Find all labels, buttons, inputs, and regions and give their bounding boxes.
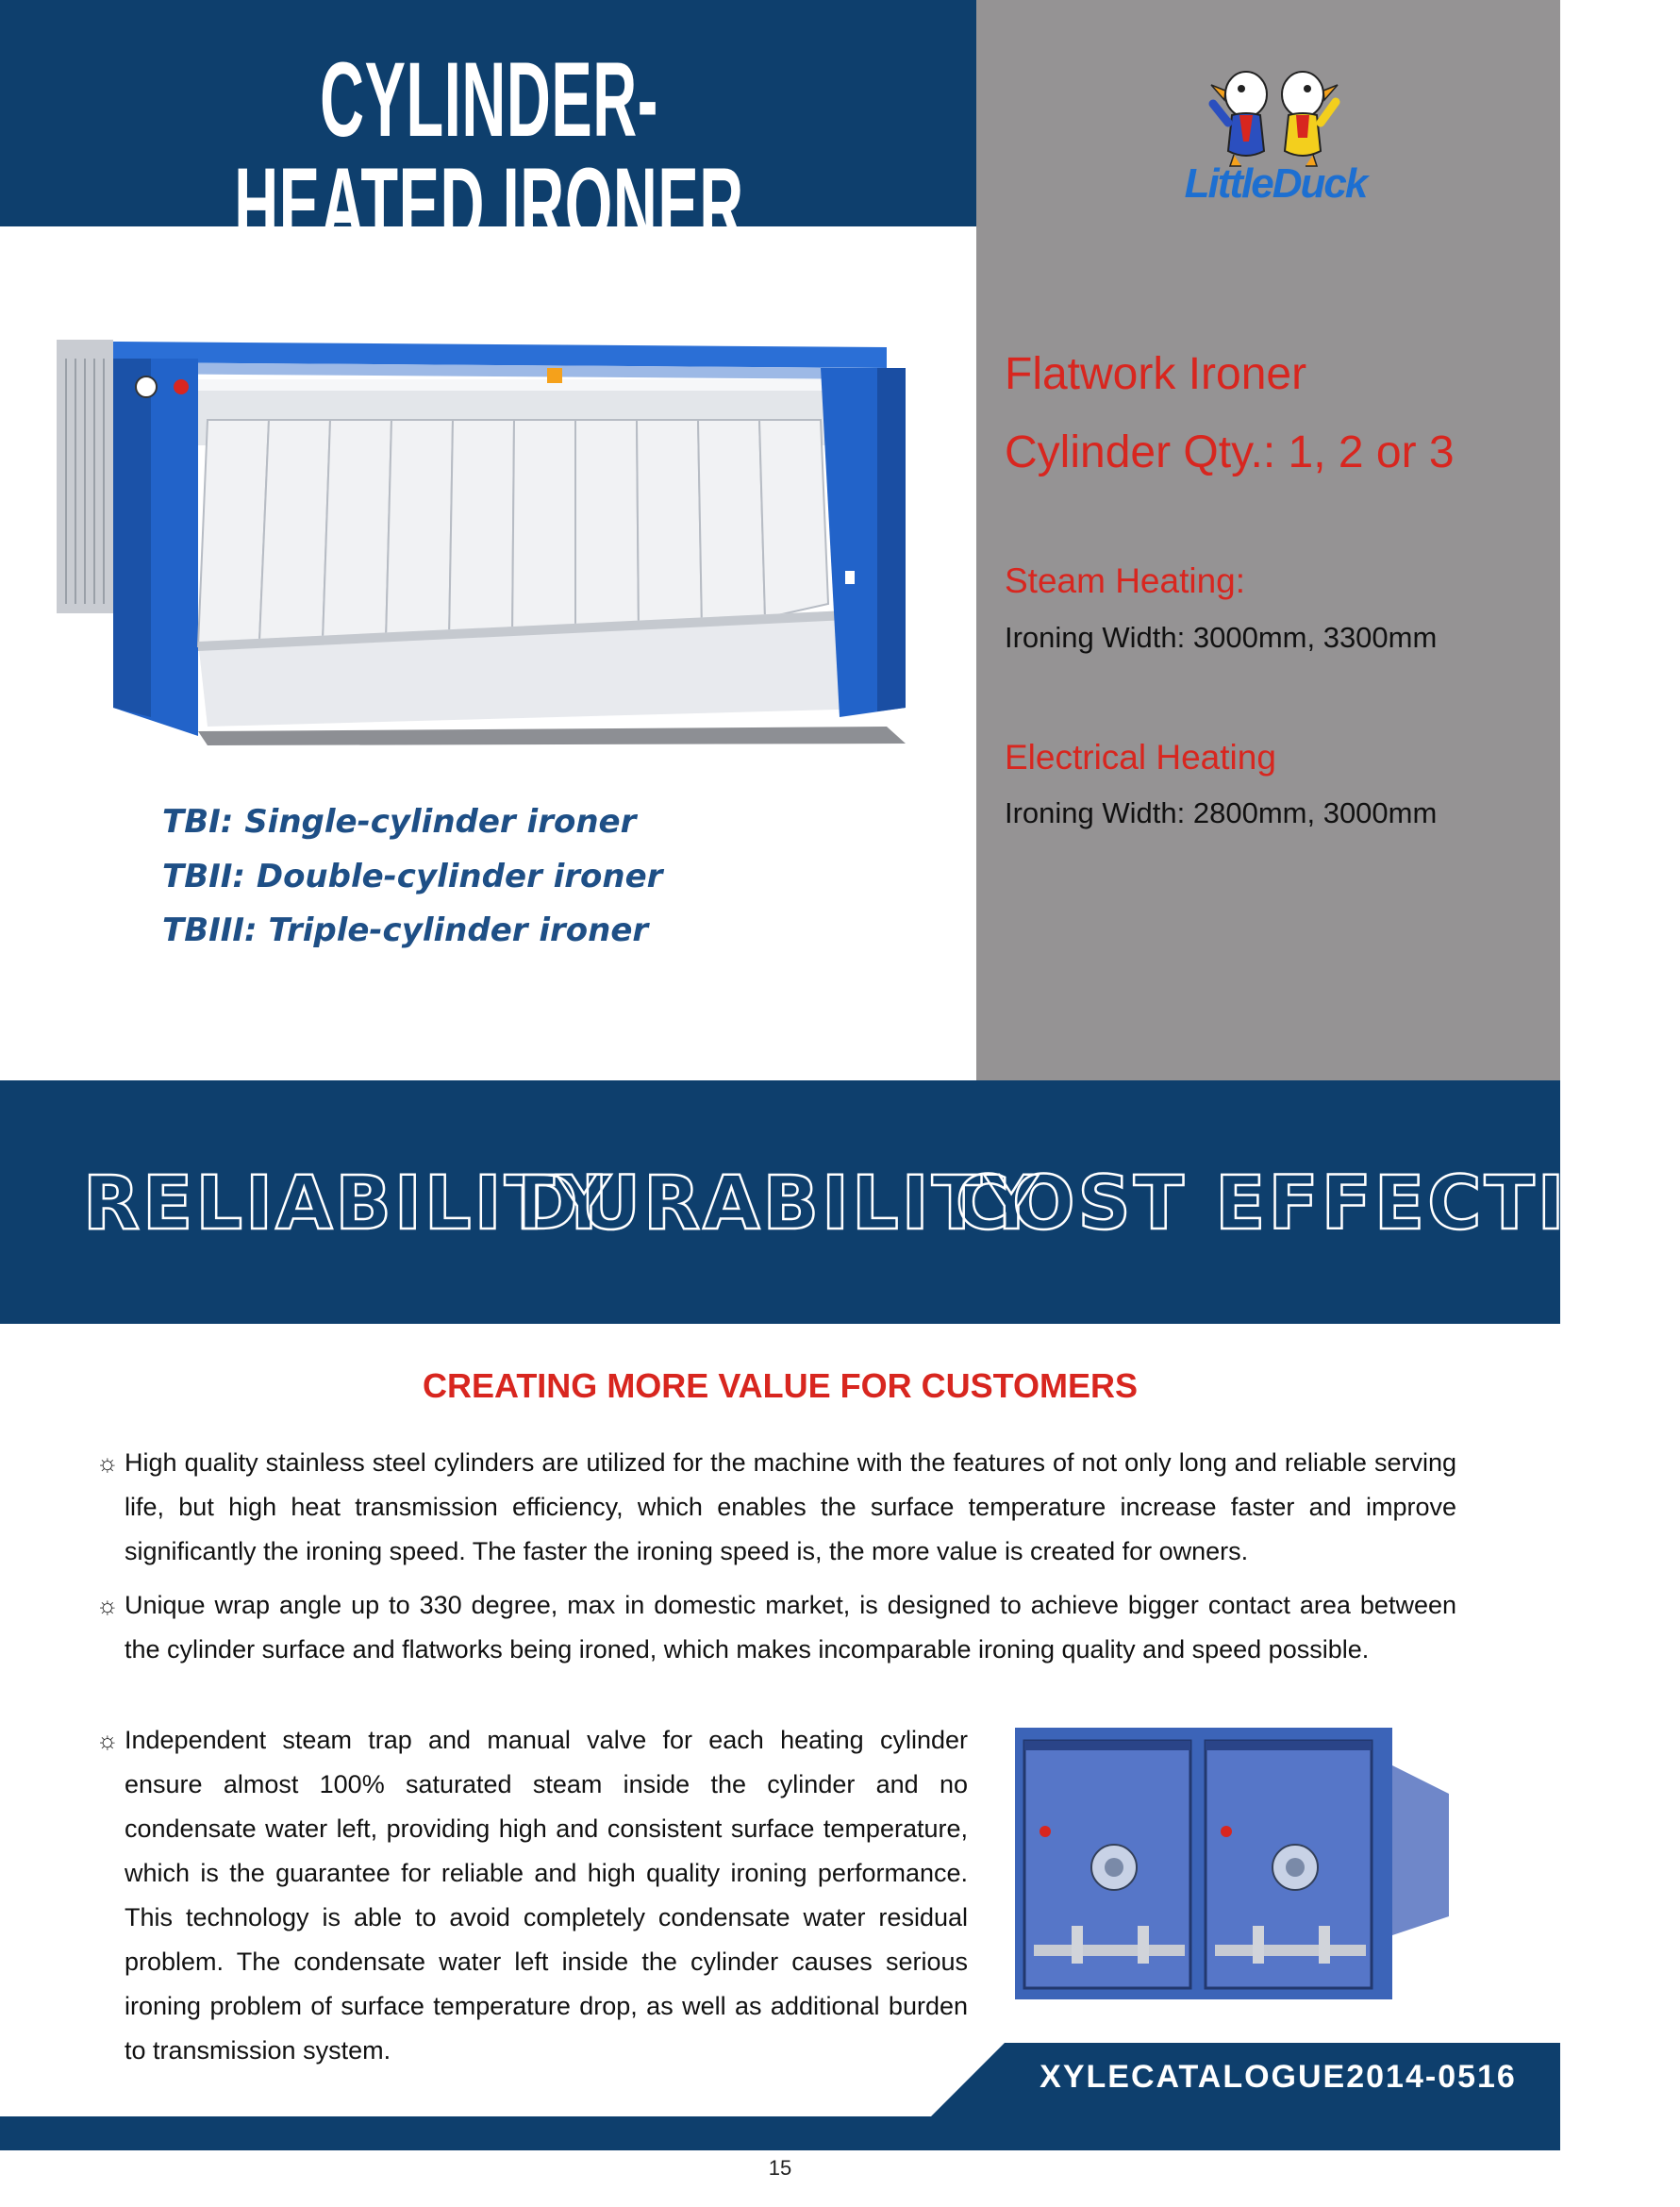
page-number: 15 [768, 2156, 792, 2180]
spec-electric-width: Ironing Width: 2800mm, 3000mm [1005, 796, 1438, 829]
model-tbii: TBII: Double-cylinder ironer [162, 858, 663, 895]
spec-cylinder-qty: Cylinder Qty.: 1, 2 or 3 [1005, 427, 1455, 477]
model-tbi: TBI: Single-cylinder ironer [162, 803, 637, 841]
bullet-icon: ☼ [96, 1591, 119, 1619]
bullet-icon: ☼ [96, 1448, 119, 1477]
footer-bar [0, 2116, 1560, 2150]
paragraph-text: Unique wrap angle up to 330 degree, max in domestic market, is designed to achieve bigger contact area between the cylinder surface and flatworks being ironed, which makes incomparable ironing quality and speed possible. [125, 1591, 1456, 1664]
paragraph-text: Independent steam trap and manual valve for each heating cylinder ensure almost 100% saturated steam inside the cylinder and no condensate water left, providing high and consistent surface temperature, which is the guarantee for reliable and high quality ironing performance. This technology is able to avoid completely condensate water residual problem. The condensate water left inside the cylinder causes serious ironing problem of surface temperature drop, as well as additional burden to transmission system. [125, 1726, 968, 2065]
bullet-icon: ☼ [96, 1726, 119, 1754]
catalogue-code: XYLECATALOGUE2014-0516 [1040, 2059, 1517, 2095]
paragraph-wrap-angle [96, 1583, 1456, 1672]
ironer-machine-image [57, 330, 962, 745]
spec-steam-heading: Steam Heating: [1005, 561, 1246, 600]
paragraph-text: High quality stainless steel cylinders are utilized for the machine with the features of not only long and reliable serving life, but high heat transmission efficiency, which enables the surface temperature increase faster and improve significantly the ironing speed. The faster the ironing speed is, the more value is created for owners. [125, 1448, 1456, 1565]
paragraph-steam-trap [96, 1718, 968, 2073]
slogan-cost-effective: COST EFFECTIVE [956, 1162, 1680, 1246]
page-title: CYLINDER-HEATED IRONER [234, 41, 744, 264]
spec-flatwork-ironer: Flatwork Ironer [1005, 349, 1307, 399]
spec-electric-heading: Electrical Heating [1005, 738, 1276, 777]
logo-wordmark: LittleDuck [1184, 160, 1367, 207]
steam-trap-image [1015, 1728, 1449, 1999]
paragraph-cylinders [96, 1441, 1456, 1574]
spec-steam-width: Ironing Width: 3000mm, 3300mm [1005, 621, 1438, 654]
slogan-reliability: RELIABILITY [83, 1162, 614, 1246]
section-heading: CREATING MORE VALUE FOR CUSTOMERS [422, 1366, 1139, 1405]
model-tbiii: TBIII: Triple-cylinder ironer [162, 911, 649, 949]
slogan-durability: DURABILITY [517, 1162, 1041, 1246]
